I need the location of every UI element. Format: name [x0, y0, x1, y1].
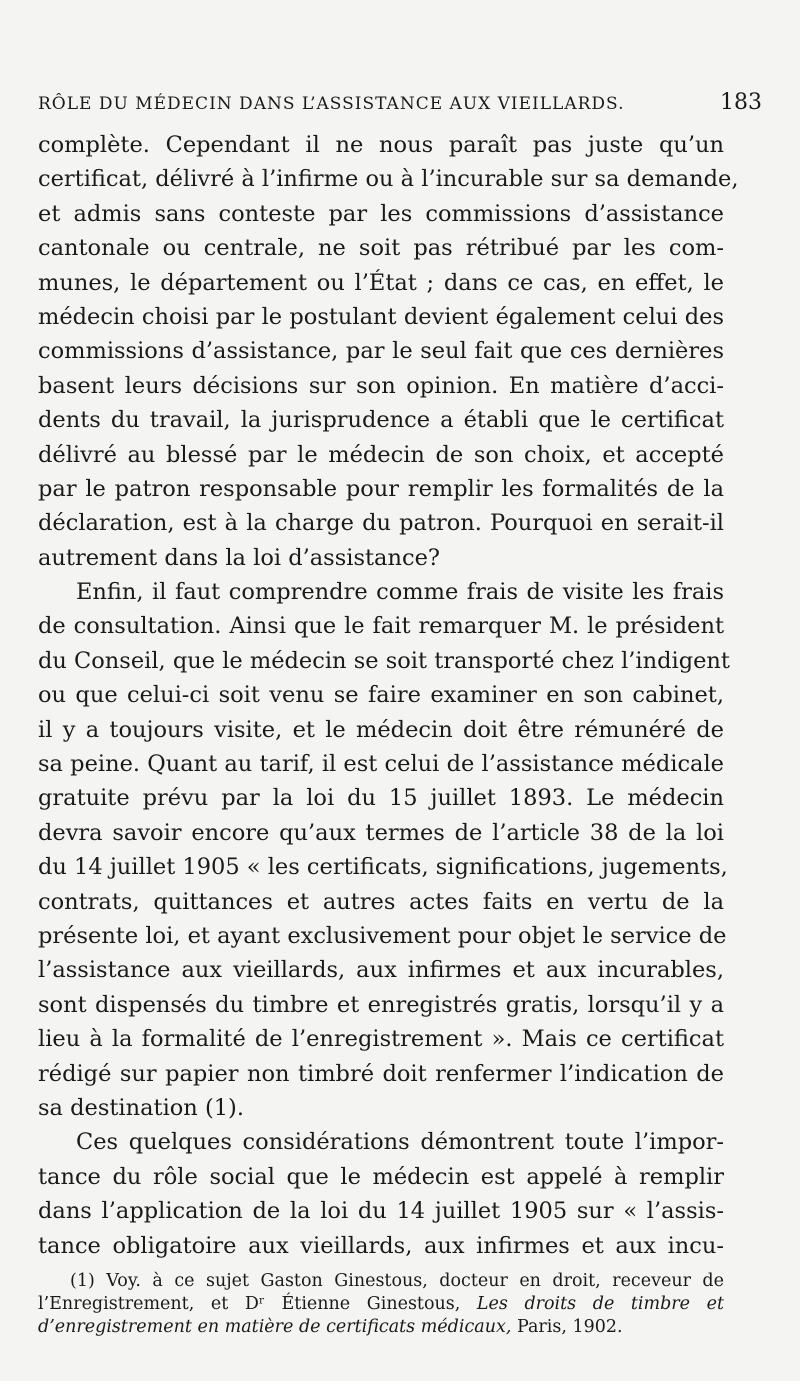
footnote-book-title: d’enregistrement en matière de certificats médicaux, — [38, 1317, 512, 1337]
footnote-line: (1) Voy. à ce sujet Gaston Ginestous, docteur en droit, receveur de — [70, 1271, 724, 1291]
text-line: commissions d’assistance, par le seul fait que ces dernières — [38, 338, 724, 365]
text-line: lieu à la formalité de l’enregistrement ». Mais ce certificat — [38, 1026, 724, 1053]
text-line: du 14 juillet 1905 « les certificats, significations, jugements, — [38, 854, 728, 881]
text-line: de consultation. Ainsi que le fait remarquer M. le président — [38, 613, 724, 640]
paragraph-end-line: autrement dans la loi d’assistance? — [38, 544, 440, 571]
text-line: tance obligatoire aux vieillards, aux infirmes et aux incu- — [38, 1232, 724, 1259]
text-line: sa peine. Quant au tarif, il est celui de l’assistance médicale — [38, 751, 724, 778]
body-text — [38, 128, 739, 1263]
text-line: ou que celui-ci soit venu se faire examiner en son cabinet, — [38, 682, 724, 709]
footnote-line — [38, 1316, 724, 1339]
footnote-text: l’Enregistrement, et Dʳ Étienne Ginestous, — [38, 1294, 461, 1314]
text-line: sont dispensés du timbre et enregistrés gratis, lorsqu’il y a — [38, 991, 724, 1018]
text-line: l’assistance aux vieillards, aux infirmes et aux incurables, — [38, 957, 724, 984]
text-line: dents du travail, la jurisprudence a établi que le certificat — [38, 407, 724, 434]
text-line: complète. Cependant il ne nous paraît pas juste qu’un — [38, 132, 724, 158]
text-line: tance du rôle social que le médecin est appelé à remplir — [38, 1163, 724, 1190]
text-line: médecin choisi par le postulant devient également celui des — [38, 303, 724, 330]
paragraph-start-line: Enfin, il faut comprendre comme frais de visite les frais — [76, 579, 724, 606]
page-header — [38, 90, 762, 116]
footnote-line — [38, 1293, 724, 1316]
text-line: du Conseil, que le médecin se soit transporté chez l’indigent — [38, 647, 730, 674]
text-line: dans l’application de la loi du 14 juillet 1905 sur « l’assis- — [38, 1198, 724, 1225]
footnote-book-title: Les droits de timbre et — [476, 1294, 724, 1314]
text-line: par le patron responsable pour remplir les formalités de la — [38, 475, 724, 502]
paragraph-start-line: Ces quelques considérations démontrent toute l’impor- — [76, 1129, 724, 1156]
text-line: certificat, délivré à l’infirme ou à l’incurable sur sa demande, — [38, 166, 739, 193]
text-line: basent leurs décisions sur son opinion. En matière d’acci- — [38, 372, 724, 399]
text-line: et admis sans conteste par les commissions d’assistance — [38, 200, 724, 227]
text-line: présente loi, et ayant exclusivement pour objet le service de — [38, 922, 727, 949]
running-title: RÔLE DU MÉDECIN DANS L’ASSISTANCE AUX VIEILLARDS. — [38, 94, 625, 114]
footnote — [38, 1270, 724, 1339]
text-line: il y a toujours visite, et le médecin doit être rémunéré de — [38, 716, 724, 743]
text-line: gratuite prévu par la loi du 15 juillet 1893. Le médecin — [38, 785, 724, 812]
text-line: déclaration, est à la charge du patron. Pourquoi en serait-il — [38, 510, 724, 537]
text-line: rédigé sur papier non timbré doit renfermer l’indication de — [38, 1060, 724, 1087]
footnote-text: Paris, 1902. — [516, 1317, 623, 1337]
page-number: 183 — [720, 90, 762, 115]
text-line: devra savoir encore qu’aux termes de l’article 38 de la loi — [38, 819, 724, 846]
text-line: délivré au blessé par le médecin de son choix, et accepté — [38, 441, 724, 468]
paragraph-end-line: sa destination (1). — [38, 1094, 244, 1121]
text-line: cantonale ou centrale, ne soit pas rétribué par les com- — [38, 235, 724, 262]
text-line: contrats, quittances et autres actes faits en vertu de la — [38, 888, 724, 915]
text-line: munes, le département ou l’État ; dans ce cas, en effet, le — [38, 269, 724, 296]
